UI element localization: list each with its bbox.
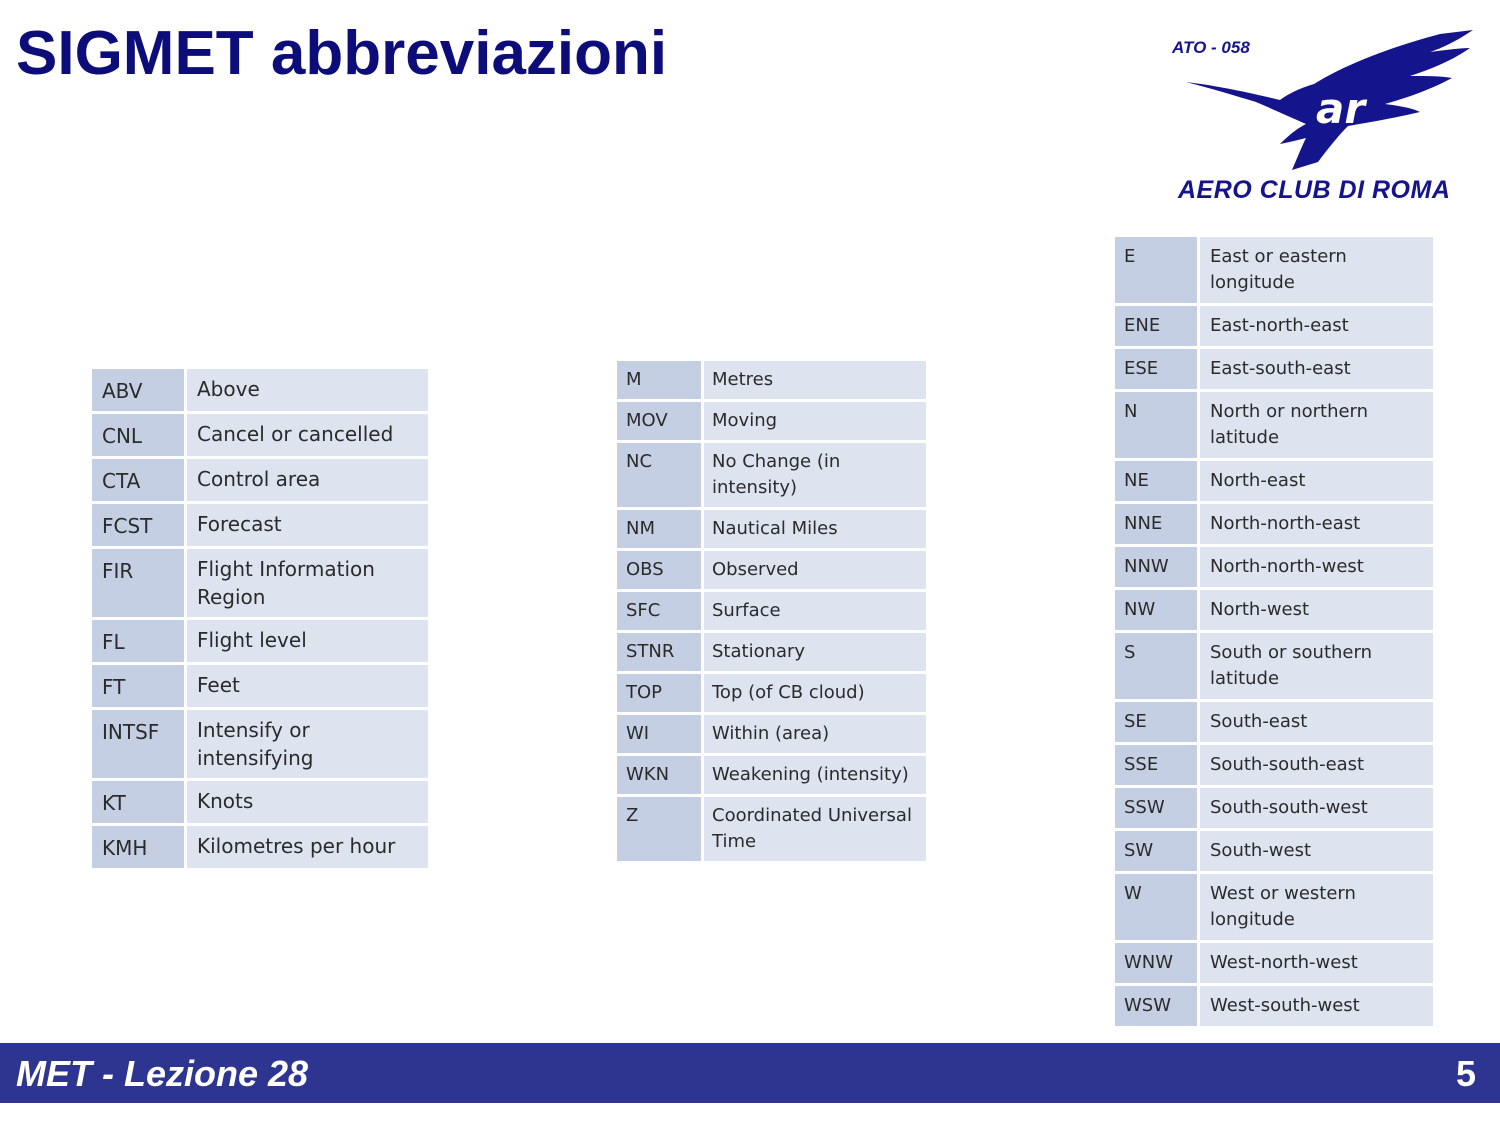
abbreviation-meaning: Surface xyxy=(704,592,926,630)
abbreviation-meaning: Stationary xyxy=(704,633,926,671)
table-row xyxy=(1115,461,1433,501)
abbreviation-meaning: Nautical Miles xyxy=(704,510,926,548)
page-number: 5 xyxy=(1455,1053,1476,1094)
club-name: AERO CLUB DI ROMA xyxy=(1178,176,1451,204)
abbreviation-code: KMH xyxy=(92,826,187,868)
abbreviation-code: SE xyxy=(1115,702,1200,742)
table-row xyxy=(1115,349,1433,389)
abbreviation-meaning: West-south-west xyxy=(1200,986,1433,1026)
abbreviation-code: CNL xyxy=(92,414,187,456)
abbreviation-meaning: Flight Information Region xyxy=(187,549,428,617)
abbreviation-code: Z xyxy=(617,797,704,861)
abbreviation-meaning: Kilometres per hour xyxy=(187,826,428,868)
abbreviation-meaning: Knots xyxy=(187,781,428,823)
aero-club-logo xyxy=(1160,28,1490,213)
table-row xyxy=(1115,986,1433,1026)
abbreviation-meaning: South-south-east xyxy=(1200,745,1433,785)
footer-title: MET - Lezione 28 xyxy=(16,1053,309,1094)
table-row xyxy=(1115,745,1433,785)
table-row xyxy=(617,715,926,753)
abbreviation-meaning: South-west xyxy=(1200,831,1433,871)
table-row xyxy=(92,710,428,778)
abbreviations-table-1 xyxy=(92,366,428,871)
abbreviation-meaning: North-east xyxy=(1200,461,1433,501)
abbreviation-meaning: North-west xyxy=(1200,590,1433,630)
table-row xyxy=(92,504,428,546)
abbreviation-meaning: Control area xyxy=(187,459,428,501)
abbreviation-meaning: South-south-west xyxy=(1200,788,1433,828)
table-row xyxy=(1115,788,1433,828)
abbreviation-meaning: Within (area) xyxy=(704,715,926,753)
abbreviation-meaning: West-north-west xyxy=(1200,943,1433,983)
abbreviation-code: KT xyxy=(92,781,187,823)
abbreviation-code: M xyxy=(617,361,704,399)
table-row xyxy=(617,510,926,548)
abbreviation-meaning: Cancel or cancelled xyxy=(187,414,428,456)
table-row xyxy=(92,781,428,823)
abbreviation-meaning: Feet xyxy=(187,665,428,707)
svg-text:ar: ar xyxy=(1316,84,1366,133)
abbreviation-meaning: Moving xyxy=(704,402,926,440)
abbreviation-code: ENE xyxy=(1115,306,1200,346)
abbreviation-meaning: Coordinated Universal Time xyxy=(704,797,926,861)
abbreviation-meaning: Intensify or intensifying xyxy=(187,710,428,778)
abbreviation-code: SSE xyxy=(1115,745,1200,785)
abbreviation-code: WKN xyxy=(617,756,704,794)
ato-label: ATO - 058 xyxy=(1172,38,1250,57)
table-row xyxy=(92,369,428,411)
abbreviation-meaning: West or western longitude xyxy=(1200,874,1433,940)
table-row xyxy=(1115,831,1433,871)
abbreviation-code: S xyxy=(1115,633,1200,699)
abbreviation-code: SSW xyxy=(1115,788,1200,828)
abbreviation-code: CTA xyxy=(92,459,187,501)
table-row xyxy=(617,633,926,671)
abbreviation-code: OBS xyxy=(617,551,704,589)
table-row xyxy=(1115,702,1433,742)
abbreviation-meaning: Top (of CB cloud) xyxy=(704,674,926,712)
abbreviation-code: N xyxy=(1115,392,1200,458)
abbreviation-code: NNE xyxy=(1115,504,1200,544)
table-row xyxy=(1115,392,1433,458)
abbreviation-meaning: South or southern latitude xyxy=(1200,633,1433,699)
abbreviation-code: NE xyxy=(1115,461,1200,501)
abbreviations-table-2 xyxy=(617,358,926,864)
abbreviation-meaning: Above xyxy=(187,369,428,411)
table-row xyxy=(617,797,926,861)
abbreviation-code: FL xyxy=(92,620,187,662)
slide-title: SIGMET abbreviazioni xyxy=(16,19,668,88)
table-row xyxy=(92,549,428,617)
table-row xyxy=(1115,633,1433,699)
abbreviation-meaning: East-south-east xyxy=(1200,349,1433,389)
abbreviation-code: NM xyxy=(617,510,704,548)
abbreviation-code: WNW xyxy=(1115,943,1200,983)
table-row xyxy=(617,592,926,630)
abbreviation-meaning: Forecast xyxy=(187,504,428,546)
table-row xyxy=(617,674,926,712)
table-row xyxy=(1115,237,1433,303)
abbreviation-meaning: Observed xyxy=(704,551,926,589)
abbreviation-code: INTSF xyxy=(92,710,187,778)
abbreviation-code: ESE xyxy=(1115,349,1200,389)
abbreviation-code: NW xyxy=(1115,590,1200,630)
table-row xyxy=(92,620,428,662)
abbreviation-code: FT xyxy=(92,665,187,707)
table-row xyxy=(1115,874,1433,940)
abbreviation-meaning: North-north-east xyxy=(1200,504,1433,544)
table-row xyxy=(92,665,428,707)
abbreviation-meaning: Flight level xyxy=(187,620,428,662)
table-row xyxy=(1115,306,1433,346)
abbreviation-code: SW xyxy=(1115,831,1200,871)
table-row xyxy=(617,551,926,589)
table-row xyxy=(617,361,926,399)
abbreviation-code: MOV xyxy=(617,402,704,440)
abbreviation-code: TOP xyxy=(617,674,704,712)
table-row xyxy=(617,443,926,507)
abbreviation-meaning: South-east xyxy=(1200,702,1433,742)
abbreviation-meaning: Metres xyxy=(704,361,926,399)
abbreviation-code: W xyxy=(1115,874,1200,940)
abbreviation-code: ABV xyxy=(92,369,187,411)
abbreviation-meaning: Weakening (intensity) xyxy=(704,756,926,794)
abbreviation-meaning: East or eastern longitude xyxy=(1200,237,1433,303)
abbreviation-meaning: North-north-west xyxy=(1200,547,1433,587)
abbreviation-code: NNW xyxy=(1115,547,1200,587)
table-row xyxy=(92,414,428,456)
footer-bar xyxy=(0,1043,1500,1103)
table-row xyxy=(1115,547,1433,587)
abbreviation-code: WI xyxy=(617,715,704,753)
abbreviation-meaning: East-north-east xyxy=(1200,306,1433,346)
abbreviation-code: STNR xyxy=(617,633,704,671)
table-row xyxy=(1115,943,1433,983)
abbreviation-code: WSW xyxy=(1115,986,1200,1026)
table-row xyxy=(617,756,926,794)
abbreviation-code: FIR xyxy=(92,549,187,617)
abbreviation-meaning: No Change (in intensity) xyxy=(704,443,926,507)
abbreviation-code: E xyxy=(1115,237,1200,303)
table-row xyxy=(92,459,428,501)
abbreviation-code: FCST xyxy=(92,504,187,546)
abbreviation-code: SFC xyxy=(617,592,704,630)
abbreviations-table-3 xyxy=(1115,234,1433,1029)
table-row xyxy=(1115,504,1433,544)
abbreviation-code: NC xyxy=(617,443,704,507)
table-row xyxy=(92,826,428,868)
table-row xyxy=(1115,590,1433,630)
abbreviation-meaning: North or northern latitude xyxy=(1200,392,1433,458)
table-row xyxy=(617,402,926,440)
